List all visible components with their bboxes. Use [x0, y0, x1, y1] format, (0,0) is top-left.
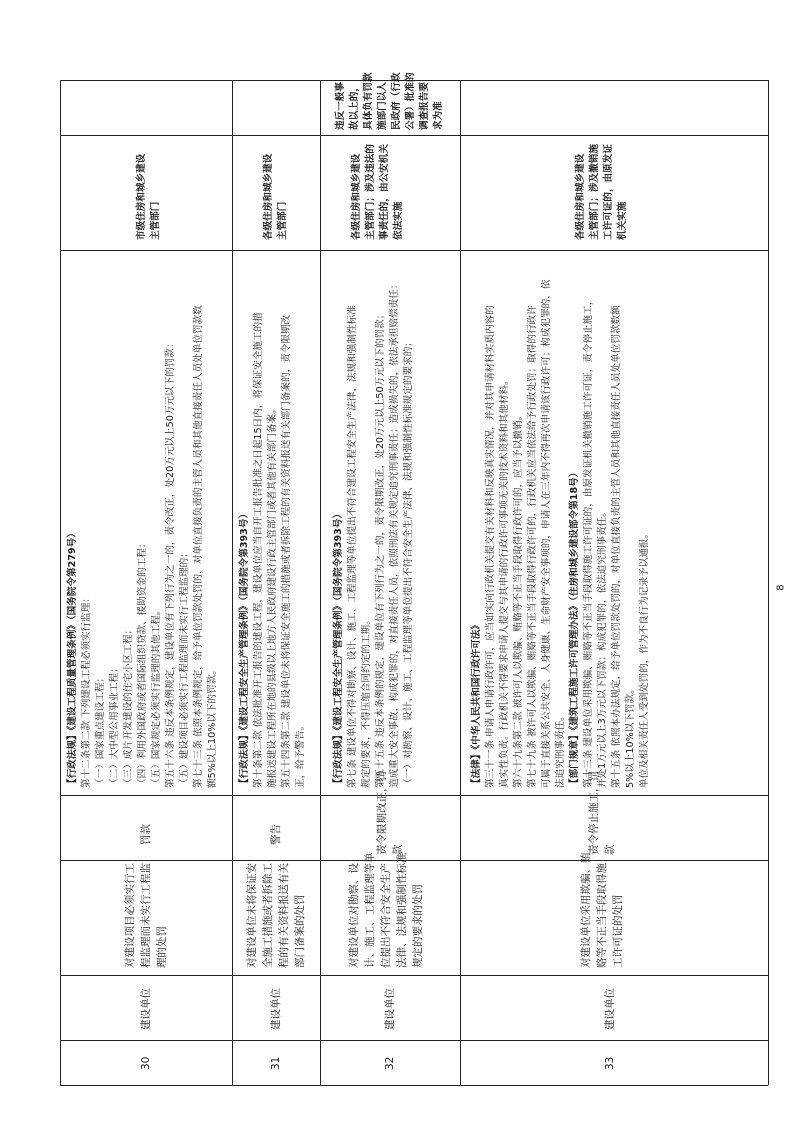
row-32-no: 32 — [384, 1056, 396, 1070]
table-border-right — [768, 80, 769, 1085]
col-line-4 — [60, 795, 768, 796]
row-30-basis: 【行政法规】《建设工程质量管理条例》（国务院令第279号） 第十二条第二款 下列建设工程必须实行监理： （一）国家重点建设工程； （二）大中型公用事业工程； （三）成片开发建设的住宅小区工程； （四）利用外国政府或者国际组织贷款、援助资金的工程； （五）国家规定必须实行监理的其他工程。 第五十六条 违反本条例规定，建设单位有下列行为之一的，责令改正，处20万元以上50万元以下的罚款： （五）建设项目必须实行工程监理而未实行工程监理的； 第七十三条 依照本条例规定，给予单位罚款处罚的，对单位直接负责的主管人员和其他直接责任人员处单位罚款数 额5%以上10%以下的罚款。 — [67, 305, 218, 788]
row-32-subject: 建设单位 — [384, 988, 396, 1030]
row-33-behavior: 对建设单位采用欺骗、贿 赂等不正当手段取得施 工许可证的处罚 — [580, 852, 624, 968]
row-32-behavior: 对建设单位对勘察、设 计、施工、工程监理等单 位提出不符合安全生产 法律、法规和强制性标准 规定的要求的处罚 — [348, 852, 424, 968]
table-border-bottom — [60, 1085, 768, 1086]
row-33-subject: 建设单位 — [604, 988, 616, 1030]
row-32-category: 责令限期改正，罚款 — [376, 771, 404, 855]
row-line-1 — [232, 80, 233, 1085]
col-line-5 — [60, 250, 768, 251]
row-31-category: 警告 — [270, 824, 282, 845]
row-33-basis: 【法律】《中华人民共和国行政许可法》 第三十一条 申请人申请行政许可，应当如实向行政机关提交有关材料和反映真实情况，并对其申请材料实质内容的 真实性负责。行政机关不得要求申请人提交与其申请的行政许可事项无关的技术资料和其他材料。 第六十九条第二款 被许可人以欺骗、贿赂等不正当手段取得行政许可的，应当予以撤销。 第七十九条 被许可人以欺骗、贿赂等不正当手段取得行政许可的，行政机关应当依法给予行政处罚；取得的行政许 可属于直接关系公共安全、人身健康、生命财产安全事项的，申请人在三年内不得再次申请该行政许可；构成犯罪的，依 法追究刑事责任。 【部门规章】《建筑工程施工许可管理办法》（住房和城乡建设部令第18号） 第十三条 建设单位采用欺骗、贿赂等不正当手段取得施工许可证的，由原发证机关撤销施工许可证，责令停止施工， 并处1万元以上3万元以下罚款；构成犯罪的，依法追究刑事责任。 第十五条 依照本办法规定，给予单位罚款处罚的，对单位直接负责的主管人员和其他直接责任人员处单位罚款数额 5%以上10%以下罚款。 单位及相关责任人受到处罚的，作为不良行为记录予以通报。 — [471, 279, 650, 788]
row-32-remark: 违反一般事 故以上的， 具体负有罚款 施部门以人 民政府（行政 公署）批准的 调查报告要 求为准 — [335, 72, 444, 130]
row-32-department: 各级住房和城乡建设 主管部门；涉及违法的 事责任的，由公安机关 依法实施 — [351, 144, 404, 240]
col-line-2 — [60, 975, 768, 976]
row-line-2 — [320, 80, 321, 1085]
row-30-category: 罚款 — [140, 824, 152, 845]
row-33-no: 33 — [604, 1056, 616, 1070]
table-border-left — [60, 80, 61, 1085]
row-line-3 — [460, 80, 461, 1085]
row-31-basis: 【行政法规】《建设工程安全生产管理条例》（国务院令第393号） 第十条第二款 依法批准开工报告的建设工程，建设单位应当自开工报告批准之日起15日内，将保证安全施工的措 施报送建设工程所在地的县级以上地方人民政府建设行政主管部门或者其他有关部门备案。 第五十四条第二款 建设单位未将保证安全施工的措施或者拆除工程的有关资料报送有关部门备案的，责令限期改 正，给予警告。 — [239, 312, 306, 788]
row-30-department: 市级住房和城乡建设 主管部门 — [136, 153, 161, 240]
row-30-subject: 建设单位 — [140, 988, 152, 1030]
row-33-department: 各级住房和城乡建设 主管部门；涉及撤销施 工许可证的，由原发证 机关实施 — [575, 144, 628, 240]
col-line-1 — [60, 1040, 768, 1041]
row-31-subject: 建设单位 — [270, 988, 282, 1030]
row-31-no: 31 — [270, 1056, 282, 1070]
row-33-category: 责令停止施工，罚款 — [588, 771, 616, 855]
row-30-behavior: 对建设项目必须实行工 程监理而未实行工程监 理的处罚 — [124, 863, 168, 968]
row-32-basis: 【行政法规】《建设工程安全生产管理条例》（国务院令第393号） 第七条 建设单位不得对勘察、设计、施工、工程监理等单位提出不符合建设工程安全生产法律、法规和强制性标准 规定的要求，不得压缩合同约定的工期。 第五十五条 违反本条例的规定，建设单位有下列行为之一的，责令限期改正，处20万元以上50万元以下的罚款； 造成重大安全事故，构成犯罪的，对直接责任人员，依照刑法有关规定追究刑事责任；造成损失的，依法承担赔偿责任： （一）对勘察、设计、施工、工程监理等单位提出不符合安全生产法律、法规和强制性标准规定的要求的； — [333, 279, 414, 788]
row-30-no: 30 — [140, 1056, 152, 1070]
row-31-behavior: 对建设单位未将保证安 全施工措施或者拆除工 程的有关资料报送有关 部门备案的处罚 — [246, 863, 306, 968]
col-line-6 — [60, 135, 768, 136]
page-number: 8 — [775, 584, 787, 591]
row-31-department: 各级住房和城乡建设 主管部门 — [263, 153, 288, 240]
